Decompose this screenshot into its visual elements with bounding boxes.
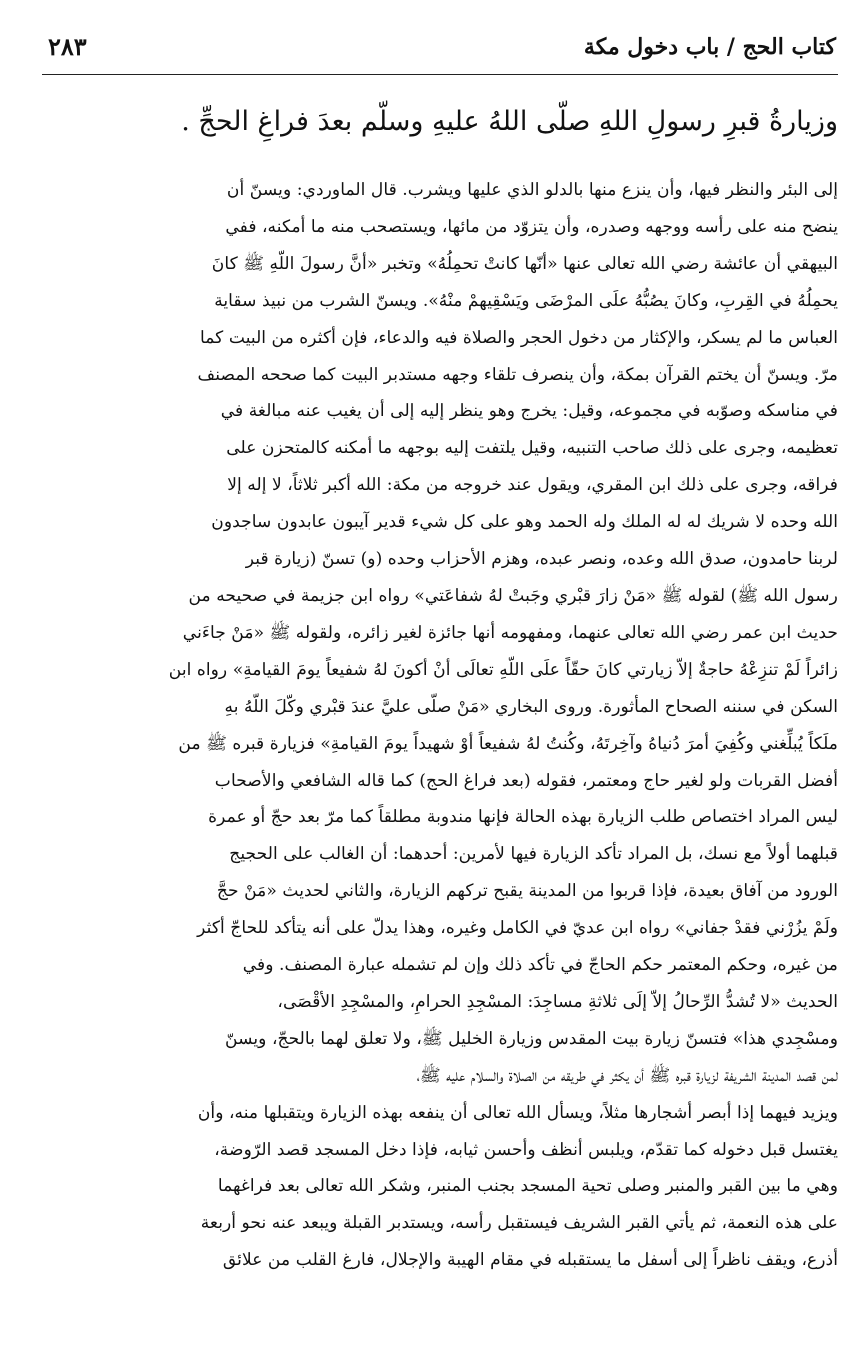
- text-line: مرّ. ويسنّ أن يختم القرآن بمكة، وأن ينصرف تلقاء وجهه مستدبر البيت كما صححه المصنف: [197, 364, 838, 385]
- text-line: ومسْجِدي هذا» فتسنّ زيارة بيت المقدس وزيارة الخليل ﷺ، ولا تعلق لهما بالحجّ، ويسنّ: [224, 1028, 838, 1049]
- text-line: الحديث «لا تُشدُّ الرِّحالُ إلاّ إلَى ثلاثةِ مساجِدَ: المسْجِدِ الحرامِ، والمسْجِدِ الأقْصَى،: [277, 991, 838, 1012]
- commentary-paragraph: [42, 172, 838, 1279]
- text-line: زائراً لَمْ تنزِعْهُ حاجةٌ إلاّ زيارتي كانَ حقّاً علَى اللّهِ تعالَى أنْ أكونَ لهُ شفيعاً يومَ القيامةِ» رواه ابن: [168, 659, 838, 680]
- text-line: لربنا حامدون، صدق الله وعده، ونصر عبده، وهزم الأحزاب وحده (و) تسنّ (زيارة قبر: [245, 549, 838, 570]
- text-line: السكن في سننه الصحاح المأثورة. وروى البخاري «مَنْ صلّى عليَّ عندَ قبْري وكّلَ اللّهُ بهِ: [224, 696, 838, 717]
- text-line: رسول الله ﷺ) لقوله ﷺ «مَنْ زارَ قبْري وجَبتْ لهُ شفاعَتي» رواه ابن جزيمة في صحيحه من: [188, 585, 838, 606]
- text-line: على هذه النعمة، ثم يأتي القبر الشريف فيستقبل رأسه، ويستدبر القبلة ويبعد عنه نحو أربعة: [200, 1213, 838, 1234]
- commentary-body: [42, 172, 838, 1279]
- text-line: البيهقي أن عائشة رضي الله تعالى عنها «أنّها كانتْ تحمِلُهُ» وتخبر «أنَّ رسولَ اللّهِ ﷺ كانَ: [211, 253, 838, 274]
- page-header: [42, 28, 838, 75]
- text-line: قبلهما أولاً مع نسك، بل المراد تأكد الزيارة فيها لأمرين: أحدهما: أن الغالب على الحجيج: [229, 844, 838, 865]
- text-line: لمن قصد المدينة الشريفة لزيارة قبره ﷺ أن يكثر في طريقه من الصلاة والسلام عليه ﷺ،: [416, 1065, 838, 1086]
- text-line: فراقه، وجرى على ذلك ابن المقري، ويقول عند خروجه من مكة: الله أكبر ثلاثاً، لا إله إلا: [227, 475, 838, 496]
- text-line: يحمِلُهُ في القِربِ، وكانَ يصُبُّهُ علَى المرْضَى ويَسْقِيهمْ منْهُ». ويسنّ الشرب من نبيذ سقاية: [214, 290, 838, 311]
- text-line: يغتسل قبل دخوله كما تقدّم، ويلبس أنظف وأحسن ثيابه، فإذا دخل المسجد قصد الرّوضة،: [214, 1139, 838, 1160]
- text-line: إلى البئر والنظر فيها، وأن ينزع منها بالدلو الذي عليها ويشرب. قال الماوردي: ويسنّ أن: [226, 180, 838, 200]
- text-line: ملَكاً يُبلِّغني وكُفِيَ أمرَ دُنياهُ وآخِرتَهُ، وكُنتُ لهُ شفيعاً أوْ شهيداً يومَ القيامةِ» فزيارة قبره ﷺ من: [178, 733, 838, 754]
- text-line: العباس ما لم يسكر، والإكثار من دخول الحجر والصلاة فيه والدعاء، فإن أكثره من البيت كما: [200, 327, 838, 348]
- text-line: تعظيمه، وجرى على ذلك صاحب التنبيه، وقيل يلتفت إليه بوجهه ما أمكنه كالمتحزن على: [226, 438, 838, 459]
- text-line: ينضح منه على رأسه ووجهه وصدره، وأن يتزوّد من مائها، ويستصحب منه ما أمكنه، ففي: [225, 216, 838, 237]
- text-line: الورود من آفاق بعيدة، فإذا قربوا من المدينة يقبح تركهم الزيارة، والثاني لحديث «مَنْ حجَّ: [216, 881, 838, 902]
- scan-edge: [0, 1350, 868, 1368]
- text-line: من غيره، وحكم المعتمر حكم الحاجّ في تأكد ذلك وإن لم تشمله عبارة المصنف. وفي: [242, 955, 838, 976]
- text-line: ويزيد فيهما إذا أبصر أشجارها مثلاً، ويسأل الله تعالى أن ينفعه بهذه الزيارة ويتقبلها منه، وأن: [197, 1102, 838, 1123]
- text-line: ولَمْ يزُرْني فقدْ جفاني» رواه ابن عديّ في الكامل وغيره، وهذا يدلّ على أنه يتأكد للحاجّ أكثر: [197, 918, 838, 939]
- text-line: ليس المراد اختصاص طلب الزيارة بهذه الحالة فإنها مندوبة مطلقاً كما مرّ بعد حجّ أو عمرة: [208, 807, 838, 828]
- text-line: أذرع، ويقف ناظراً إلى أسفل ما يستقبله في مقام الهيبة والإجلال، فارغ القلب من علائق: [222, 1250, 838, 1271]
- running-title: كتاب الحج / باب دخول مكة: [583, 34, 836, 60]
- text-line: وهي ما بين القبر والمنبر وصلى تحية المسجد بجنب المنبر، وشكر الله تعالى بعد فراغهما: [217, 1176, 838, 1197]
- text-line: في مناسكه وصوّبه في مجموعه، وقيل: يخرج وهو ينظر إليه إلى أن يغيب عنه مبالغة في: [220, 401, 838, 422]
- text-line: أفضل القربات ولو لغير حاج ومعتمر، فقوله (بعد فراغ الحج) كما قاله الشافعي والأصحاب: [214, 770, 838, 791]
- text-line: الله وحده لا شريك له له الملك وله الحمد وهو على كل شيء قدير آيبون عابدون ساجدون: [211, 512, 838, 533]
- matn-text: وزيارةُ قبرِ رسولِ اللهِ صلّى اللهُ عليهِ وسلّم بعدَ فراغِ الحجِّ .: [181, 106, 838, 137]
- text-line: حديث ابن عمر رضي الله تعالى عنهما، ومفهومه أنها جائزة لغير زائره، ولقوله ﷺ «مَنْ جاءَني: [182, 622, 838, 643]
- page-number: ٢٨٣: [48, 32, 87, 61]
